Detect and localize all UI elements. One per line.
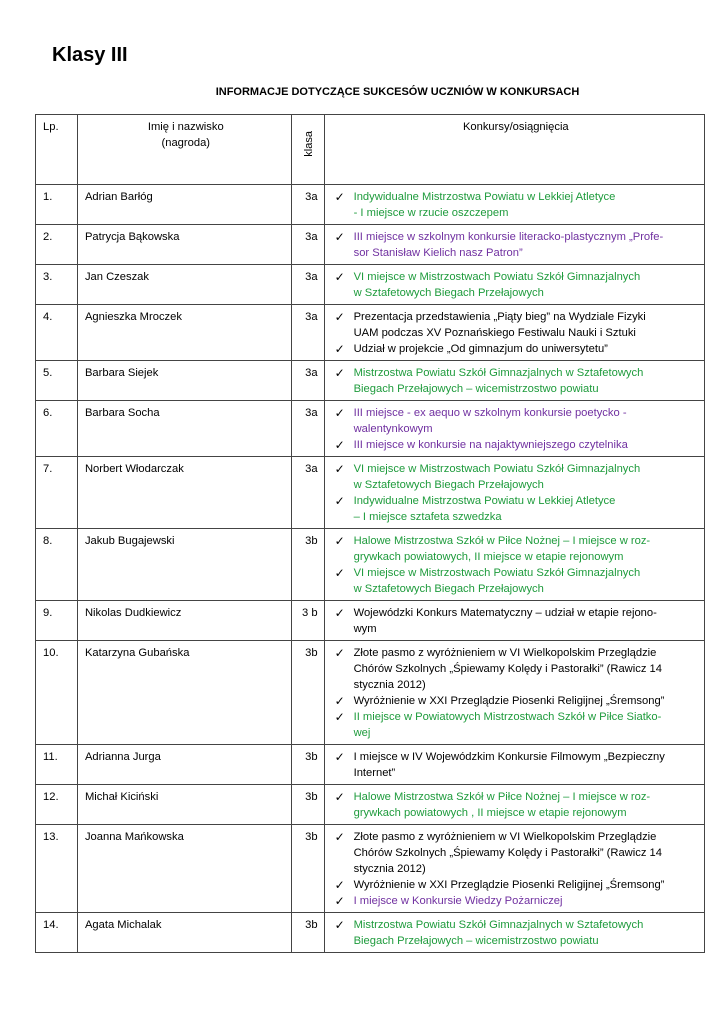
row-lp: 2. xyxy=(36,225,78,265)
row-student-name: Nikolas Dudkiewicz xyxy=(77,601,291,641)
checkmark-icon: ✓ xyxy=(334,790,345,804)
row-achievements xyxy=(324,601,704,641)
checkmark-icon: ✓ xyxy=(334,606,345,620)
achievement-text: Indywidualne Mistrzostwa Powiatu w Lekkiej Atletyce – I miejsce sztafeta szwedzka xyxy=(353,495,616,523)
achievement-list xyxy=(332,605,700,637)
checkmark-icon: ✓ xyxy=(334,406,345,420)
header-name: Imię i nazwisko (nagroda) xyxy=(77,115,291,185)
row-klasa: 3 b xyxy=(291,601,324,641)
row-klasa: 3b xyxy=(291,641,324,745)
row-student-name: Barbara Siejek xyxy=(77,361,291,401)
achievement-text: Wyróżnienie w XXI Przeglądzie Piosenki Religijnej „Śremsong” xyxy=(353,695,665,707)
row-achievements xyxy=(324,745,704,785)
checkmark-icon: ✓ xyxy=(334,310,345,324)
achievement-item xyxy=(332,893,700,909)
achievement-text: III miejsce w szkolnym konkursie literacko-plastycznym „Profe- sor Stanisław Kielich nasz Patron” xyxy=(353,231,664,259)
achievement-text: I miejsce w Konkursie Wiedzy Pożarniczej xyxy=(353,895,563,907)
achievement-list xyxy=(332,405,700,453)
row-lp: 14. xyxy=(36,913,78,953)
row-student-name: Michał Kiciński xyxy=(77,785,291,825)
row-student-name: Agnieszka Mroczek xyxy=(77,305,291,361)
row-klasa: 3a xyxy=(291,401,324,457)
achievement-item xyxy=(332,405,700,437)
page-subtitle: INFORMACJE DOTYCZĄCE SUKCESÓW UCZNIÓW W KONKURSACH xyxy=(215,86,580,98)
row-lp: 6. xyxy=(36,401,78,457)
achievement-text: Halowe Mistrzostwa Szkół w Piłce Nożnej – I miejsce w roz- grywkach powiatowych , II miejsce w etapie rejonowym xyxy=(353,791,651,819)
table-row xyxy=(36,601,705,641)
row-achievements xyxy=(324,265,704,305)
table-row xyxy=(36,185,705,225)
row-achievements xyxy=(324,305,704,361)
row-klasa: 3a xyxy=(291,457,324,529)
achievement-item xyxy=(332,365,700,397)
row-klasa: 3a xyxy=(291,225,324,265)
achievement-text: VI miejsce w Mistrzostwach Powiatu Szkół Gimnazjalnych w Sztafetowych Biegach Przełajowych xyxy=(353,463,641,491)
page-title: Klasy III xyxy=(52,44,128,66)
row-student-name: Barbara Socha xyxy=(77,401,291,457)
achievement-text: III miejsce - ex aequo w szkolnym konkursie poetycko - walentynkowym xyxy=(353,407,627,435)
checkmark-icon: ✓ xyxy=(334,462,345,476)
achievement-text: Złote pasmo z wyróżnieniem w VI Wielkopolskim Przeglądzie Chórów Szkolnych „Śpiewamy Kolędy i Pastorałki” (Rawicz 14 stycznia 2012) xyxy=(353,647,662,691)
row-lp: 1. xyxy=(36,185,78,225)
checkmark-icon: ✓ xyxy=(334,710,345,724)
checkmark-icon: ✓ xyxy=(334,438,345,452)
achievement-item xyxy=(332,709,700,741)
table-row xyxy=(36,265,705,305)
achievement-item xyxy=(332,917,700,949)
checkmark-icon: ✓ xyxy=(334,750,345,764)
achievement-text: Udział w projekcie „Od gimnazjum do uniwersytetu” xyxy=(353,343,608,355)
row-klasa: 3b xyxy=(291,785,324,825)
checkmark-icon: ✓ xyxy=(334,646,345,660)
row-klasa: 3b xyxy=(291,913,324,953)
row-student-name: Joanna Mańkowska xyxy=(77,825,291,913)
checkmark-icon: ✓ xyxy=(334,830,345,844)
row-student-name: Adrianna Jurga xyxy=(77,745,291,785)
achievement-item xyxy=(332,605,700,637)
row-klasa: 3a xyxy=(291,361,324,401)
row-achievements xyxy=(324,785,704,825)
achievement-item xyxy=(332,749,700,781)
row-klasa: 3b xyxy=(291,745,324,785)
checkmark-icon: ✓ xyxy=(334,534,345,548)
achievement-item xyxy=(332,877,700,893)
row-achievements xyxy=(324,457,704,529)
row-achievements xyxy=(324,401,704,457)
checkmark-icon: ✓ xyxy=(334,894,345,908)
table-header-row xyxy=(36,115,705,185)
row-student-name: Jan Czeszak xyxy=(77,265,291,305)
achievement-text: Wyróżnienie w XXI Przeglądzie Piosenki Religijnej „Śremsong” xyxy=(353,879,665,891)
table-body xyxy=(36,185,705,953)
row-lp: 12. xyxy=(36,785,78,825)
achievement-text: Indywidualne Mistrzostwa Powiatu w Lekkiej Atletyce - I miejsce w rzucie oszczepem xyxy=(353,191,616,219)
achievement-list xyxy=(332,461,700,525)
achievement-list xyxy=(332,309,700,357)
checkmark-icon: ✓ xyxy=(334,694,345,708)
row-lp: 10. xyxy=(36,641,78,745)
checkmark-icon: ✓ xyxy=(334,918,345,932)
achievement-text: Prezentacja przedstawienia „Piąty bieg” na Wydziale Fizyki UAM podczas XV Poznańskiego Festiwalu Nauki i Sztuki xyxy=(353,311,646,339)
table-row xyxy=(36,825,705,913)
achievement-list xyxy=(332,749,700,781)
achievement-text: III miejsce w konkursie na najaktywniejszego czytelnika xyxy=(353,439,628,451)
row-student-name: Adrian Barłóg xyxy=(77,185,291,225)
achievement-list xyxy=(332,645,700,741)
achievement-text: Wojewódzki Konkurs Matematyczny – udział w etapie rejono- wym xyxy=(353,607,657,635)
achievement-item xyxy=(332,829,700,877)
checkmark-icon: ✓ xyxy=(334,878,345,892)
table-row xyxy=(36,785,705,825)
table-row xyxy=(36,401,705,457)
achievement-item xyxy=(332,493,700,525)
row-lp: 13. xyxy=(36,825,78,913)
row-klasa: 3a xyxy=(291,305,324,361)
row-klasa: 3a xyxy=(291,185,324,225)
row-achievements xyxy=(324,185,704,225)
row-lp: 8. xyxy=(36,529,78,601)
header-achievements: Konkursy/osiągnięcia xyxy=(324,115,704,185)
checkmark-icon: ✓ xyxy=(334,566,345,580)
achievements-table xyxy=(35,114,705,953)
row-achievements xyxy=(324,825,704,913)
row-student-name: Jakub Bugajewski xyxy=(77,529,291,601)
achievement-text: VI miejsce w Mistrzostwach Powiatu Szkół Gimnazjalnych w Sztafetowych Biegach Przełajowych xyxy=(353,567,641,595)
header-lp: Lp. xyxy=(36,115,78,185)
checkmark-icon: ✓ xyxy=(334,190,345,204)
achievement-list xyxy=(332,269,700,301)
row-klasa: 3b xyxy=(291,529,324,601)
achievement-text: Mistrzostwa Powiatu Szkół Gimnazjalnych w Sztafetowych Biegach Przełajowych – wicemistrzostwo powiatu xyxy=(353,919,644,947)
row-lp: 7. xyxy=(36,457,78,529)
header-klasa xyxy=(291,115,324,185)
header-klasa-label: klasa xyxy=(303,131,316,157)
achievement-text: II miejsce w Powiatowych Mistrzostwach Szkół w Piłce Siatko- wej xyxy=(353,711,662,739)
achievement-item xyxy=(332,229,700,261)
row-achievements xyxy=(324,641,704,745)
table-row xyxy=(36,457,705,529)
table-row xyxy=(36,641,705,745)
checkmark-icon: ✓ xyxy=(334,342,345,356)
table-row xyxy=(36,361,705,401)
achievement-item xyxy=(332,565,700,597)
table-row xyxy=(36,913,705,953)
row-student-name: Katarzyna Gubańska xyxy=(77,641,291,745)
achievement-list xyxy=(332,229,700,261)
row-klasa: 3a xyxy=(291,265,324,305)
achievement-item xyxy=(332,341,700,357)
achievement-text: I miejsce w IV Wojewódzkim Konkursie Filmowym „Bezpieczny Internet” xyxy=(353,751,665,779)
row-lp: 4. xyxy=(36,305,78,361)
achievement-list xyxy=(332,189,700,221)
achievement-text: VI miejsce w Mistrzostwach Powiatu Szkół Gimnazjalnych w Sztafetowych Biegach Przełajowych xyxy=(353,271,641,299)
achievement-item xyxy=(332,437,700,453)
checkmark-icon: ✓ xyxy=(334,366,345,380)
table-row xyxy=(36,225,705,265)
row-lp: 5. xyxy=(36,361,78,401)
achievement-text: Złote pasmo z wyróżnieniem w VI Wielkopolskim Przeglądzie Chórów Szkolnych „Śpiewamy Kolędy i Pastorałki” (Rawicz 14 stycznia 2012) xyxy=(353,831,662,875)
row-achievements xyxy=(324,529,704,601)
row-student-name: Agata Michalak xyxy=(77,913,291,953)
checkmark-icon: ✓ xyxy=(334,270,345,284)
achievement-item xyxy=(332,789,700,821)
achievement-list xyxy=(332,365,700,397)
achievement-item xyxy=(332,461,700,493)
achievement-list xyxy=(332,917,700,949)
achievement-item xyxy=(332,269,700,301)
achievement-item xyxy=(332,309,700,341)
row-achievements xyxy=(324,913,704,953)
table-row xyxy=(36,529,705,601)
row-lp: 11. xyxy=(36,745,78,785)
achievement-list xyxy=(332,789,700,821)
table-row xyxy=(36,745,705,785)
row-lp: 3. xyxy=(36,265,78,305)
checkmark-icon: ✓ xyxy=(334,230,345,244)
row-student-name: Patrycja Bąkowska xyxy=(77,225,291,265)
row-student-name: Norbert Włodarczak xyxy=(77,457,291,529)
achievement-item xyxy=(332,645,700,693)
achievement-list xyxy=(332,829,700,909)
row-achievements xyxy=(324,225,704,265)
achievement-item xyxy=(332,693,700,709)
row-achievements xyxy=(324,361,704,401)
row-lp: 9. xyxy=(36,601,78,641)
checkmark-icon: ✓ xyxy=(334,494,345,508)
achievement-item xyxy=(332,189,700,221)
table-row xyxy=(36,305,705,361)
achievement-item xyxy=(332,533,700,565)
achievement-list xyxy=(332,533,700,597)
achievement-text: Mistrzostwa Powiatu Szkół Gimnazjalnych w Sztafetowych Biegach Przełajowych – wicemistrzostwo powiatu xyxy=(353,367,644,395)
achievement-text: Halowe Mistrzostwa Szkół w Piłce Nożnej – I miejsce w roz- grywkach powiatowych, II miejsce w etapie rejonowym xyxy=(353,535,651,563)
row-klasa: 3b xyxy=(291,825,324,913)
